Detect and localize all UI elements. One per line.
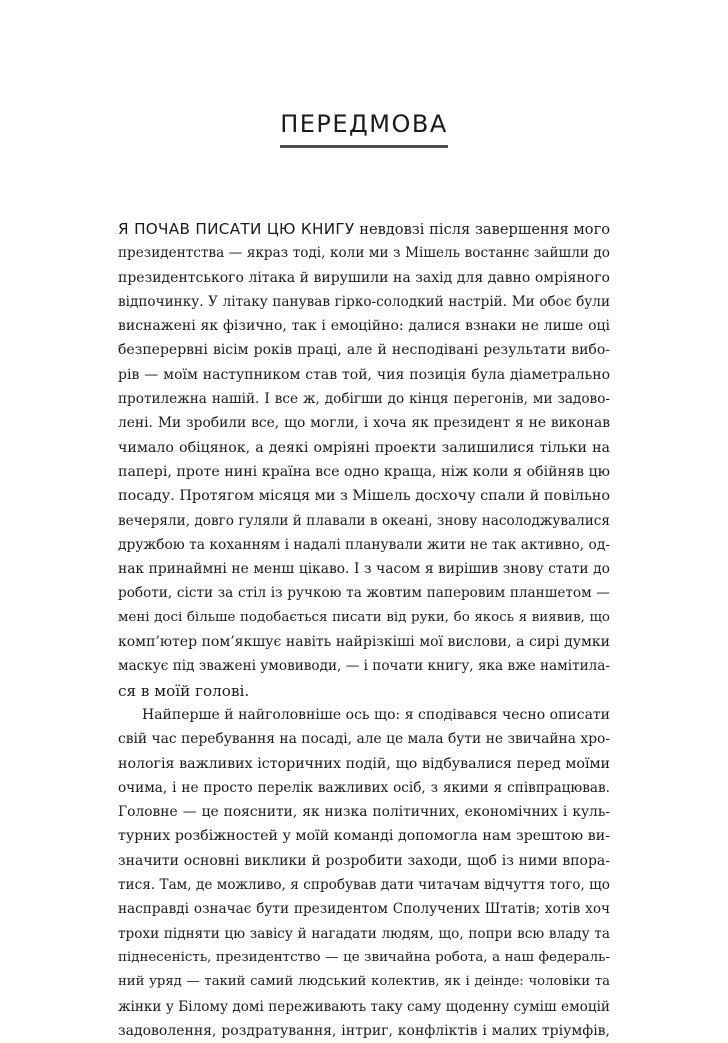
chapter-header [0, 110, 728, 148]
text-line: виснажені як фізично, так і емоційно: далися взнаки не лише оці [118, 318, 610, 335]
text-line: протилежна нашій. І все ж, добігши до кінця перегонів, ми задово- [118, 391, 610, 408]
text-line [118, 217, 610, 241]
text-line: ний уряд — такий самий людський колектив, як і деінде: чоловіки та [118, 974, 610, 990]
text-line: жінки у Білому домі переживають таку саму щоденну суміш емоцій [118, 998, 610, 1015]
text-line: посаду. Протягом місяця ми з Мішель досхочу спали й повільно [118, 488, 611, 505]
text-line: папері, проте нині країна все одно краща, ніж коли я обійняв цю [118, 463, 610, 480]
text-line: президентства — якраз тоді, коли ми з Мішель востаннє зайшли до [118, 245, 610, 262]
text-line-content: невдовзі після завершення мого [354, 221, 610, 238]
text-line: піднесеність, президентство — це звичайна робота, а наш федераль- [118, 949, 610, 965]
text-line: очима, і не просто перелік важливих осіб, з якими я співпрацював. [118, 779, 610, 796]
text-line: турних розбіжностей у моїй команді допомогла нам зрештою ви- [118, 828, 610, 845]
body-text [118, 217, 610, 1043]
text-line: роботи, сісти за стіл із ручкою та жовтим паперовим планшетом — [118, 585, 610, 602]
text-line: комп’ютер пом’якшує навіть найрізкіші мої вислови, а сирі думки [118, 634, 610, 651]
text-line: вечеряли, довго гуляли й плавали в океані, знову насолоджувалися [118, 512, 610, 529]
chapter-title: ПЕРЕДМОВА [280, 110, 448, 148]
text-line: Головне — це пояснити, як низка політичних, економічних і куль- [118, 804, 610, 821]
text-line: нак принаймні не менш цікаво. І з часом я вирішив знову стати до [118, 561, 610, 578]
text-line: ся в моїй голові. [118, 681, 250, 700]
text-line: мені досі більше подобається писати від руки, бо якось я виявив, що [118, 609, 610, 625]
text-line: дружбою та коханням і надалі планували жити не так активно, од- [118, 536, 610, 553]
text-line: свій час перебування на посаді, але це мала бути не звичайна хро- [118, 731, 610, 748]
text-line: лені. Ми зробили все, що могли, і хоча як президент я не виконав [118, 415, 610, 432]
text-line: Найперше й найголовніше ось що: я сподівався чесно описати [142, 706, 610, 723]
text-line: значити основні виклики й розробити заходи, щоб із ними впора- [118, 852, 610, 869]
text-line: трохи підняти цю завісу й нагадати людям, що, попри всю владу та [118, 925, 610, 942]
lead-in: Я ПОЧАВ ПИСАТИ ЦЮ КНИГУ [118, 220, 355, 238]
text-line: президентського літака й вирушили на захід для давно омріяного [118, 269, 610, 286]
text-line: рів — моїм наступником став той, чия позиція була діаметрально [118, 366, 610, 383]
text-line: чимало обіцянок, а деякі омріяні проекти залишилися тільки на [118, 439, 610, 456]
text-line: насправді означає бути президентом Сполучених Штатів; хотів хоч [118, 901, 610, 918]
text-line: тися. Там, де можливо, я спробував дати читачам відчуття того, що [118, 877, 610, 894]
text-line: маскує під зважені умовиводи, — і почати книгу, яка вже намітила- [118, 658, 610, 675]
text-line: відпочинку. У літаку панував гірко-солодкий настрій. Ми обоє були [118, 293, 610, 310]
text-line: нологія важливих історичних подій, що відбувалися перед моїми [118, 755, 610, 772]
text-line: безперервні вісім років праці, але й несподівані результати вибо- [118, 342, 610, 359]
text-line: задоволення, роздратування, інтриг, конфліктів і малих тріумфів, [118, 1022, 610, 1039]
